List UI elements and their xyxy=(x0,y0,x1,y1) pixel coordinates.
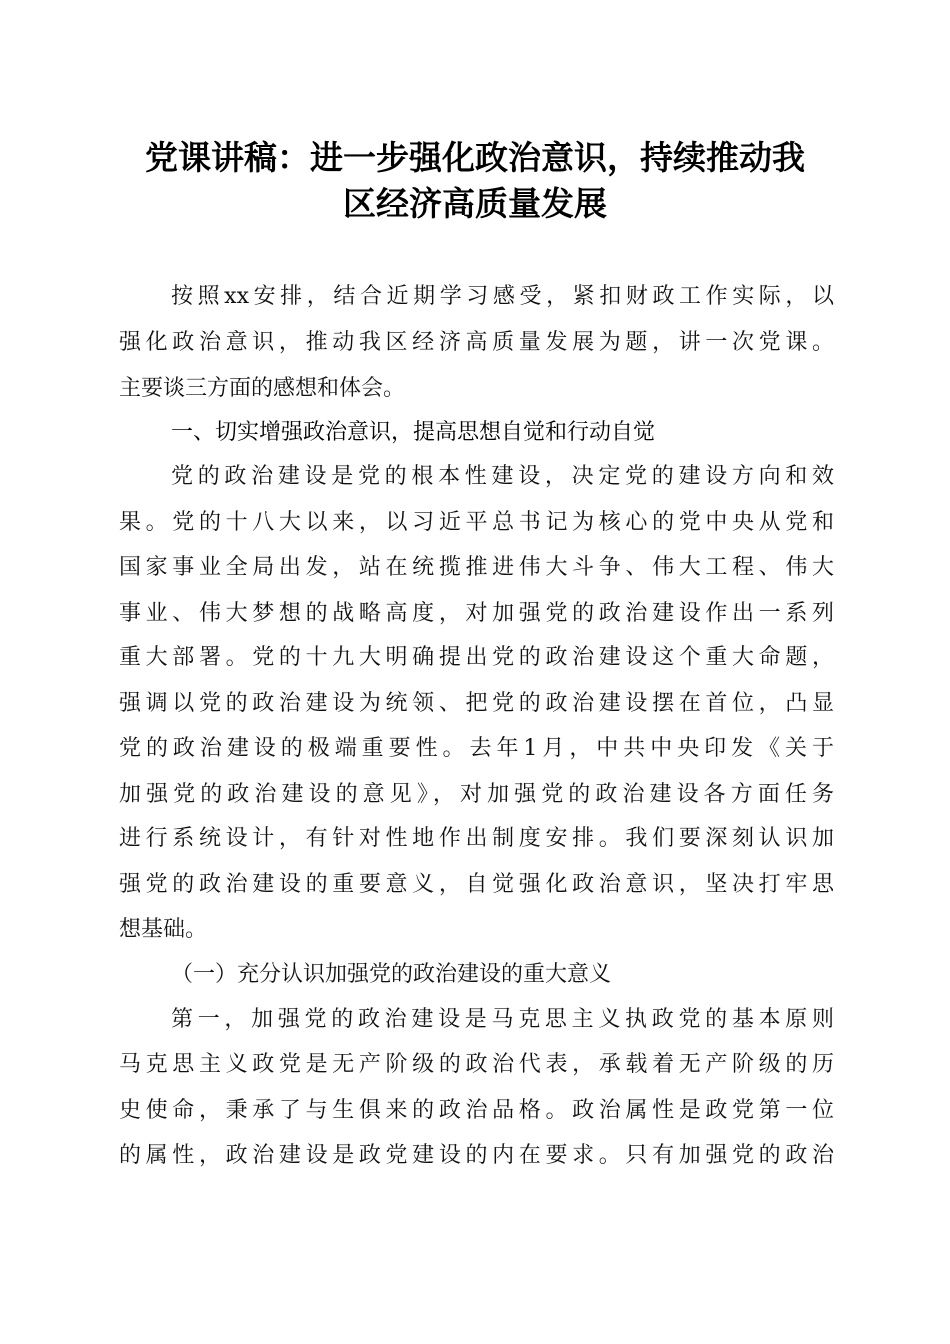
document-title-line-2: 区经济高质量发展 xyxy=(343,184,607,223)
document-title-line-1: 党课讲稿：进一步强化政治意识，持续推动我 xyxy=(145,138,805,177)
section1-paragraph-line: 强调以党的政治建设为统领、把党的政治建设摆在首位，凸显 xyxy=(119,691,834,716)
section1-paragraph-line: 党的政治建设是党的根本性建设，决定党的建设方向和效 xyxy=(171,464,834,489)
section1-paragraph-line: 重大部署。党的十九大明确提出党的政治建设这个重大命题， xyxy=(119,645,834,670)
section1-paragraph-line: 事业、伟大梦想的战略高度，对加强党的政治建设作出一系列 xyxy=(119,601,834,626)
section1-paragraph-line: 果。党的十八大以来，以习近平总书记为核心的党中央从党和 xyxy=(119,510,834,535)
subsection1-paragraph-line: 第一，加强党的政治建设是马克思主义执政党的基本原则 xyxy=(171,1007,834,1032)
section1-paragraph-line: 加强党的政治建设的意见》，对加强党的政治建设各方面任务 xyxy=(119,782,834,807)
subsection-heading-1: （一）充分认识加强党的政治建设的重大意义 xyxy=(171,962,612,987)
intro-paragraph-line: 按照xx安排，结合近期学习感受，紧扣财政工作实际，以 xyxy=(171,284,834,309)
subsection1-paragraph-line: 史使命，秉承了与生俱来的政治品格。政治属性是政党第一位 xyxy=(119,1098,834,1123)
section1-paragraph-line: 想基础。 xyxy=(119,917,208,942)
subsection1-paragraph-line: 马克思主义政党是无产阶级的政治代表，承载着无产阶级的历 xyxy=(119,1052,834,1077)
subsection1-paragraph-line: 的属性，政治建设是政党建设的内在要求。只有加强党的政治 xyxy=(119,1143,834,1168)
section-heading-1: 一、切实增强政治意识，提高思想自觉和行动自觉 xyxy=(171,420,656,445)
section1-paragraph-line: 国家事业全局出发，站在统揽推进伟大斗争、伟大工程、伟大 xyxy=(119,555,834,580)
section1-paragraph-line: 进行系统设计，有针对性地作出制度安排。我们要深刻认识加 xyxy=(119,826,834,851)
section1-paragraph-line: 强党的政治建设的重要意义，自觉强化政治意识，坚决打牢思 xyxy=(119,872,834,897)
section1-paragraph-line: 党的政治建设的极端重要性。去年1月，中共中央印发《关于 xyxy=(119,736,834,761)
intro-paragraph-line: 强化政治意识，推动我区经济高质量发展为题，讲一次党课。 xyxy=(119,330,834,355)
intro-paragraph-line: 主要谈三方面的感想和体会。 xyxy=(119,376,406,401)
